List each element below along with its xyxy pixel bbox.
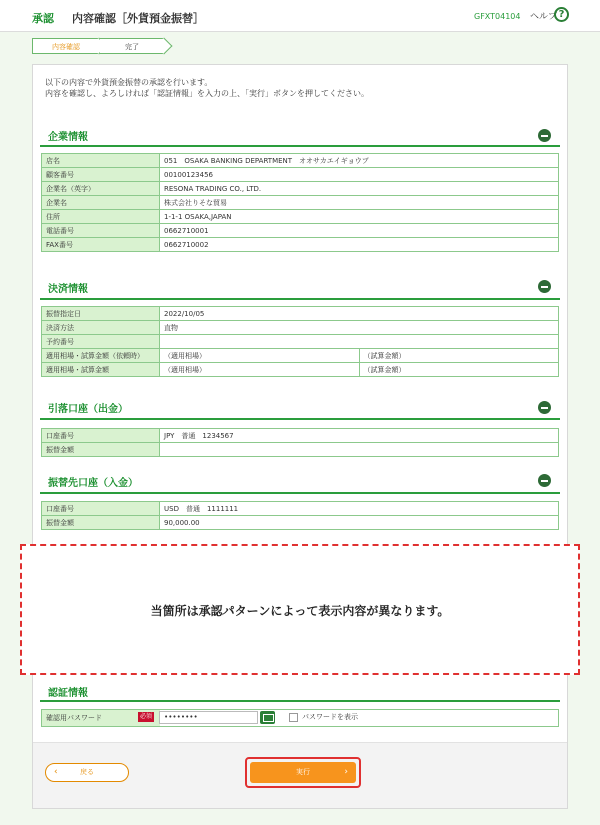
section-divider	[40, 298, 560, 300]
table-row	[42, 238, 559, 252]
row-label: 振替金額	[42, 443, 160, 457]
row-label: 振替指定日	[42, 307, 160, 321]
table-row	[42, 321, 559, 335]
collapse-icon-credit[interactable]	[538, 474, 551, 487]
table-row	[42, 516, 559, 530]
intro-line-1: 以下の内容で外貨預金振替の承認を行います。	[45, 78, 213, 87]
table-row	[42, 168, 559, 182]
notice-box	[20, 544, 580, 675]
row-value: 直物	[160, 321, 559, 335]
row-label: 口座番号	[42, 429, 160, 443]
row-value: 株式会社りそな貿易	[160, 196, 559, 210]
amount-value: （試算金額）	[359, 363, 559, 377]
row-label: 企業名	[42, 196, 160, 210]
rate-value: （適用相場）	[160, 363, 360, 377]
collapse-icon-company[interactable]	[538, 129, 551, 142]
password-input[interactable]: ••••••••	[159, 711, 258, 724]
credit-table	[41, 501, 559, 530]
table-row	[42, 443, 559, 457]
row-value: 051 OSAKA BANKING DEPARTMENT オオサカエイギョウブ	[160, 154, 559, 168]
collapse-icon-debit[interactable]	[538, 401, 551, 414]
section-title-credit: 振替先口座（入金）	[48, 478, 138, 489]
settlement-table	[41, 306, 559, 377]
table-row	[42, 182, 559, 196]
intro-line-2: 内容を確認し、よろしければ「認証情報」を入力の上、「実行」ボタンを押してください。	[45, 89, 369, 98]
row-value	[160, 335, 559, 349]
table-row	[42, 307, 559, 321]
page-title: 内容確認［外貨預金振替］	[72, 12, 204, 25]
row-label: 企業名（英字）	[42, 182, 160, 196]
row-value: 0662710001	[160, 224, 559, 238]
row-value: JPY 普通 1234567	[160, 429, 559, 443]
section-title-settlement: 決済情報	[48, 284, 88, 295]
row-label: 適用相場・試算金額（依頼時）	[42, 349, 160, 363]
row-label: 口座番号	[42, 502, 160, 516]
row-value: 1-1-1 OSAKA,JAPAN	[160, 210, 559, 224]
chevron-left-icon: ‹	[54, 767, 58, 777]
row-value: 0662710002	[160, 238, 559, 252]
row-value: USD 普通 1111111	[160, 502, 559, 516]
screen-id: GFXT04104	[474, 12, 521, 21]
row-label: 適用相場・試算金額	[42, 363, 160, 377]
section-divider	[40, 418, 560, 420]
collapse-icon-settlement[interactable]	[538, 280, 551, 293]
row-label: FAX番号	[42, 238, 160, 252]
section-divider	[40, 145, 560, 147]
rate-value: （適用相場）	[160, 349, 360, 363]
row-label: 顧客番号	[42, 168, 160, 182]
chevron-right-icon: ›	[344, 767, 348, 777]
auth-row	[41, 709, 559, 727]
table-row	[42, 335, 559, 349]
software-keyboard-icon[interactable]	[260, 711, 275, 724]
intro-text	[45, 77, 369, 99]
row-label: 振替金額	[42, 516, 160, 530]
section-divider	[40, 492, 560, 494]
table-row	[42, 502, 559, 516]
table-row	[42, 363, 559, 377]
company-table	[41, 153, 559, 252]
amount-value: （試算金額）	[359, 349, 559, 363]
help-icon[interactable]: ?	[554, 7, 569, 22]
table-row	[42, 210, 559, 224]
row-value	[160, 443, 559, 457]
step-complete: 完了	[100, 38, 164, 54]
show-password-checkbox[interactable]	[289, 713, 298, 722]
table-row	[42, 196, 559, 210]
top-bar	[0, 0, 600, 32]
row-label: 店名	[42, 154, 160, 168]
row-value: 90,000.00	[160, 516, 559, 530]
step-confirm: 内容確認	[32, 38, 100, 54]
execute-button[interactable]	[250, 762, 356, 783]
app-name: 承認	[32, 12, 54, 25]
row-label: 電話番号	[42, 224, 160, 238]
row-label: 決済方法	[42, 321, 160, 335]
show-password-label[interactable]: パスワードを表示	[302, 713, 358, 721]
password-label: 確認用パスワード	[42, 710, 160, 726]
row-value: 2022/10/05	[160, 307, 559, 321]
table-row	[42, 429, 559, 443]
debit-table	[41, 428, 559, 457]
row-label: 予約番号	[42, 335, 160, 349]
table-row	[42, 224, 559, 238]
notice-text: 当箇所は承認パターンによって表示内容が異なります。	[150, 604, 450, 618]
back-button-label: 戻る	[80, 768, 94, 776]
execute-button-label: 実行	[296, 768, 310, 776]
section-title-auth: 認証情報	[48, 688, 88, 699]
back-button[interactable]	[45, 763, 129, 782]
table-row	[42, 349, 559, 363]
table-row	[42, 154, 559, 168]
section-title-debit: 引落口座（出金）	[48, 404, 128, 415]
help-link[interactable]: ヘルプ	[530, 12, 558, 22]
row-value: 00100123456	[160, 168, 559, 182]
section-title-company: 企業情報	[48, 132, 88, 143]
row-label: 住所	[42, 210, 160, 224]
step-indicator	[32, 38, 172, 54]
row-value: RESONA TRADING CO., LTD.	[160, 182, 559, 196]
section-divider	[40, 700, 560, 702]
required-badge: 必須	[139, 713, 152, 720]
